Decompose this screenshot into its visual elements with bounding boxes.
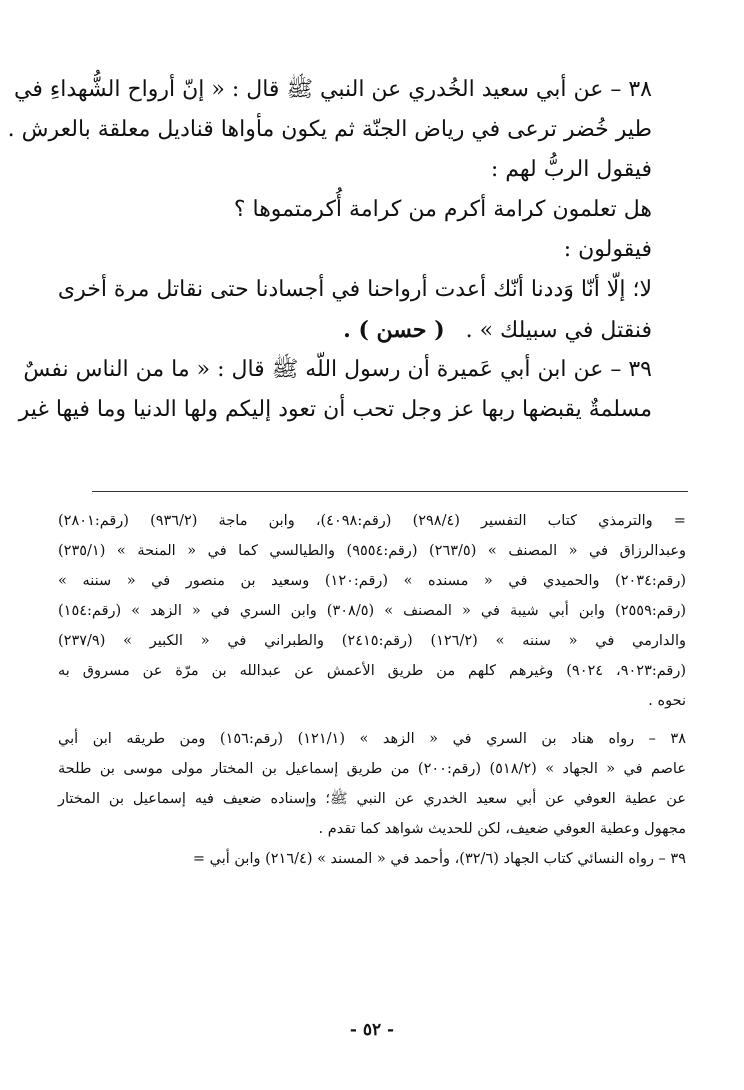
footnote-line: (رقم:٢٠٣٤) والحميدي في « مسنده » (رقم:١٢٠) وسعيد بن منصور في « سننه » (58, 573, 686, 589)
grading-label: ( حسن ) . (343, 317, 445, 343)
footnote-gap (58, 716, 686, 724)
hadith-38-line-5: فيقولون : (563, 237, 652, 262)
footnote-line: نحوه . (648, 693, 686, 709)
main-text (7, 70, 652, 430)
footnote-divider (92, 491, 688, 492)
hadith-38-line-4: هل تعلمون كرامة أكرم من كرامة أُكرمتموها ؟ (233, 197, 652, 222)
footnote-line: = والترمذي كتاب التفسير (٢٩٨/٤) (رقم:٤٠٩٨)، وابن ماجة (٩٣٦/٢) (رقم:٢٨٠١) (58, 513, 686, 529)
page-number: - ٥٢ - (349, 1020, 395, 1040)
hadith-38-line-3: فيقول الربُّ لهم : (490, 157, 652, 182)
footnote-line: (رقم:٩٠٢٣، ٩٠٢٤) وغيرهم كلهم من طريق الأعمش عن عبدالله بن مرّة عن مسروق به (58, 663, 686, 679)
hadith-38-line-2: طير خُضر ترعى في رياض الجنّة ثم يكون مأواها قناديل معلقة بالعرش . (7, 117, 652, 142)
footnotes (58, 506, 686, 874)
hadith-38-line-1: ٣٨ – عن أبي سعيد الخُدري عن النبي ﷺ قال : « إنّ أرواح الشُّهداءِ في (14, 77, 652, 102)
hadith-39-line-2: مسلمةٌ يقبضها ربها عز وجل تحب أن تعود إليكم ولها الدنيا وما فيها غير (18, 397, 652, 422)
hadith-39-line-1: ٣٩ – عن ابن أبي عَميرة أن رسول اللّه ﷺ قال : « ما من الناس نفسٌ (23, 357, 652, 382)
footnote-38-line: ٣٨ – رواه هناد بن السري في « الزهد » (١٢١/١) (رقم:١٥٦) ومن طريقه ابن أبي (58, 731, 686, 747)
hadith-38-closing: فنقتل في سبيلك » . (465, 318, 652, 343)
footnote-38-line: عاصم في « الجهاد » (٥١٨/٢) (رقم:٢٠٠) من طريق إسماعيل بن المختار مولى موسى بن طلحة (58, 761, 686, 777)
hadith-38-line-7 (87, 310, 652, 350)
footnote-line: والدارمي في « سننه » (١٢٦/٢) (رقم:٢٤١٥) والطبراني في « الكبير » (٢٣٧/٩) (58, 633, 686, 649)
hadith-38-line-6: لا؛ إلّا أنّا وَددنا أنّك أعدت أرواحنا في أجسادنا حتى نقاتل مرة أخرى (57, 277, 652, 302)
footnote-38-line: مجهول وعطية العوفي ضعيف، لكن للحديث شواهد كما تقدم . (318, 821, 686, 837)
footnote-line: (رقم:٢٥٥٩) وابن أبي شيبة في « المصنف » (٣٠٨/٥) وابن السري في « الزهد » (رقم:١٥٤) (58, 603, 686, 619)
footnote-line: وعبدالرزاق في « المصنف » (٢٦٣/٥) (رقم:٩٥٥٤) والطيالسي كما في « المنحة » (٢٣٥/١) (58, 543, 686, 559)
footnote-38-line: عن عطية العوفي عن أبي سعيد الخدري عن النبي ﷺ؛ وإسناده ضعيف فيه إسماعيل بن المختار (58, 791, 686, 807)
footnote-39-line: ٣٩ – رواه النسائي كتاب الجهاد (٣٢/٦)، وأحمد في « المسند » (٢١٦/٤) وابن أبي = (192, 851, 686, 867)
